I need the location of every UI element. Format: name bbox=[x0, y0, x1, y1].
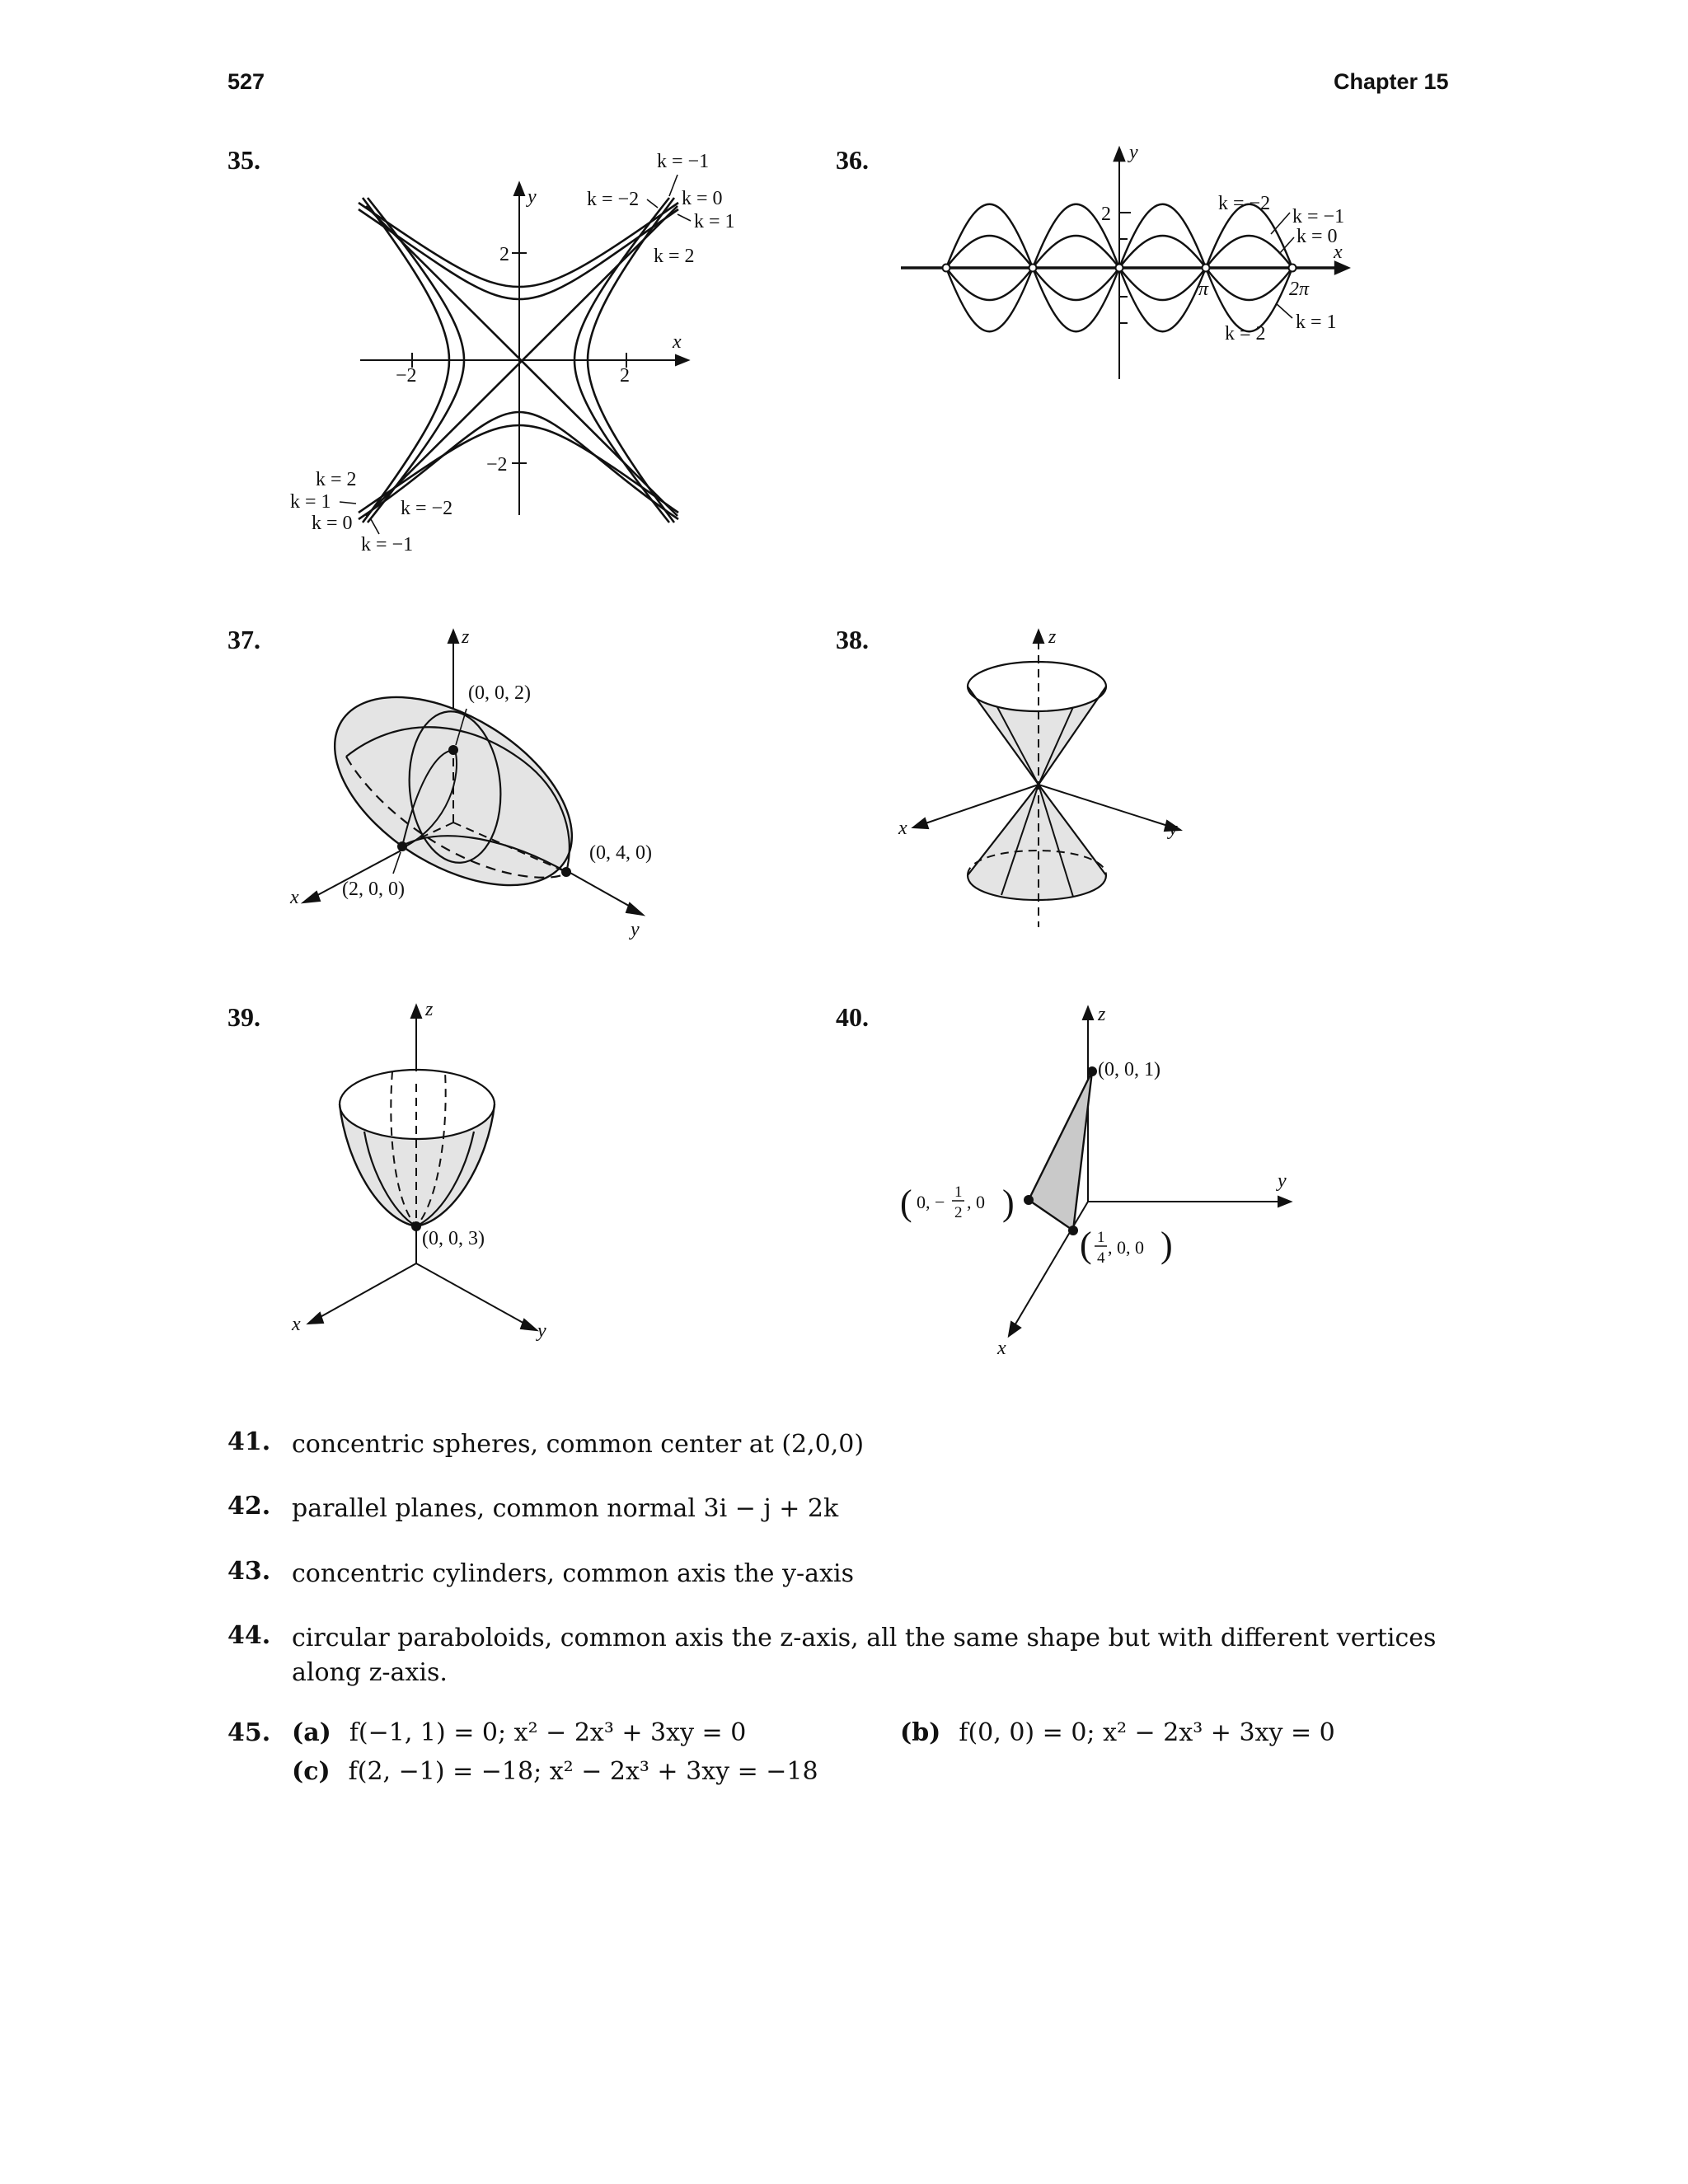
z-axis-label: z bbox=[1098, 1004, 1106, 1025]
part-text: f(2, −1) = −18; x² − 2x³ + 3xy = −18 bbox=[348, 1757, 818, 1786]
chapter-title: Chapter 15 bbox=[1334, 69, 1449, 94]
answer-number: 45. bbox=[227, 1718, 271, 1747]
problem-37-number: 37. bbox=[227, 625, 260, 654]
pointer-k-neg-1 bbox=[1271, 213, 1290, 234]
answer-text: circular paraboloids, common axis the z-axis, all the same shape but with different vertices along z-axis. bbox=[292, 1624, 1437, 1687]
label-k-neg-2: k = −2 bbox=[1218, 193, 1271, 214]
point-bottom-label bbox=[1080, 1225, 1173, 1267]
label-top-k-2: k = 2 bbox=[654, 246, 695, 267]
point-vertex-label: (0, 0, 3) bbox=[422, 1228, 485, 1249]
figure-36-sine-curves bbox=[898, 140, 1376, 387]
figure-37-ellipsoid bbox=[280, 626, 692, 940]
figure-35-hyperbolas bbox=[280, 140, 775, 569]
point-top bbox=[448, 745, 458, 755]
label-top-k-0: k = 0 bbox=[682, 188, 723, 209]
label-top-k-neg-1: k = −1 bbox=[657, 151, 710, 172]
svg-text:1: 1 bbox=[1097, 1229, 1105, 1246]
y-axis bbox=[569, 872, 635, 909]
x-axis-label: x bbox=[292, 1314, 301, 1335]
problem-39-number: 39. bbox=[227, 1002, 260, 1032]
tick-label-pi: π bbox=[1198, 279, 1209, 300]
x-axis bbox=[317, 1263, 416, 1319]
answer-44 bbox=[227, 1621, 1446, 1690]
label-bottom-k-neg-1: k = −1 bbox=[361, 534, 414, 555]
y-axis-arrow bbox=[521, 1319, 537, 1330]
tick-label-x-pos: 2 bbox=[620, 365, 630, 387]
problem-40-number: 40. bbox=[836, 1002, 869, 1032]
svg-text:, 0: , 0 bbox=[967, 1192, 985, 1212]
answer-number: 41. bbox=[227, 1427, 271, 1456]
answer-42 bbox=[227, 1492, 1446, 1526]
label-bottom-k-1: k = 1 bbox=[290, 491, 331, 513]
x-axis bbox=[1014, 1202, 1088, 1327]
y-axis-label: y bbox=[1278, 1170, 1287, 1192]
label-top-k-1: k = 1 bbox=[694, 211, 735, 232]
zero-point bbox=[1116, 265, 1123, 272]
tick-label-y-pos: 2 bbox=[499, 244, 509, 265]
pointer-top-k-neg-2 bbox=[647, 199, 658, 208]
label-bottom-k-neg-2: k = −2 bbox=[401, 498, 453, 519]
x-axis-arrow bbox=[913, 818, 928, 828]
point-right bbox=[561, 867, 571, 877]
y-axis-label: y bbox=[631, 919, 640, 940]
part-label: (c) bbox=[292, 1757, 331, 1786]
zero-point bbox=[1029, 265, 1037, 272]
x-axis-arrow bbox=[676, 355, 688, 365]
part-text: f(−1, 1) = 0; x² − 2x³ + 3xy = 0 bbox=[349, 1718, 747, 1747]
pointer-bottom-k-neg-1 bbox=[371, 519, 379, 534]
z-axis-arrow bbox=[1083, 1007, 1093, 1019]
label-k-0: k = 0 bbox=[1296, 226, 1338, 247]
svg-text:(: ( bbox=[900, 1183, 912, 1223]
answer-text: parallel planes, common normal 3i − j + 2k bbox=[292, 1494, 839, 1523]
svg-text:): ) bbox=[1002, 1183, 1015, 1223]
answer-43 bbox=[227, 1557, 1446, 1591]
x-axis-label: x bbox=[1334, 241, 1343, 263]
z-axis-label: z bbox=[462, 626, 470, 648]
zero-point bbox=[943, 265, 950, 272]
tick-label-x-neg: −2 bbox=[396, 365, 417, 387]
answer-number: 43. bbox=[227, 1557, 271, 1586]
figure-40-triangle bbox=[890, 1001, 1319, 1364]
part-label: (a) bbox=[292, 1718, 331, 1747]
x-axis-label: x bbox=[898, 818, 907, 839]
z-axis-arrow bbox=[448, 630, 458, 643]
y-axis-arrow bbox=[514, 183, 524, 195]
label-top-k-neg-2: k = −2 bbox=[587, 189, 640, 210]
svg-text:1: 1 bbox=[954, 1183, 963, 1201]
point-bottom bbox=[1068, 1226, 1078, 1235]
label-k-2: k = 2 bbox=[1225, 323, 1266, 344]
figure-38-double-cone bbox=[890, 626, 1220, 940]
y-axis-label: y bbox=[528, 186, 537, 208]
label-k-neg-1: k = −1 bbox=[1292, 206, 1345, 227]
tick-label-y-neg: −2 bbox=[486, 454, 508, 476]
label-k-1: k = 1 bbox=[1296, 312, 1337, 333]
answer-45 bbox=[227, 1718, 292, 1747]
problem-35-number: 35. bbox=[227, 145, 260, 175]
upper-cone bbox=[968, 662, 1106, 785]
point-left bbox=[1024, 1195, 1034, 1205]
zero-point bbox=[1289, 265, 1296, 272]
svg-text:, 0, 0: , 0, 0 bbox=[1108, 1237, 1144, 1258]
svg-text:0, −: 0, − bbox=[917, 1192, 945, 1212]
part-text: f(0, 0) = 0; x² − 2x³ + 3xy = 0 bbox=[959, 1718, 1335, 1747]
label-bottom-k-0: k = 0 bbox=[312, 513, 353, 534]
y-axis-label: y bbox=[1169, 818, 1178, 840]
figure-39-paraboloid bbox=[280, 1001, 593, 1356]
answer-text: concentric spheres, common center at (2,0,0) bbox=[292, 1430, 865, 1459]
pointer-bottom-k-1 bbox=[340, 502, 356, 504]
answer-text: concentric cylinders, common axis the y-axis bbox=[292, 1559, 854, 1588]
problem-38-number: 38. bbox=[836, 625, 869, 654]
answer-number: 42. bbox=[227, 1492, 271, 1521]
point-left-label: (2, 0, 0) bbox=[342, 879, 405, 900]
y-axis-label: y bbox=[537, 1320, 546, 1342]
pointer-left bbox=[393, 852, 401, 874]
point-top-label: (0, 0, 2) bbox=[468, 682, 531, 704]
answer-41 bbox=[227, 1427, 1446, 1462]
point-right-label: (0, 4, 0) bbox=[589, 842, 652, 864]
z-axis-arrow bbox=[1034, 630, 1043, 643]
z-axis-label: z bbox=[1048, 626, 1057, 648]
point-left bbox=[397, 841, 407, 851]
label-bottom-k-2: k = 2 bbox=[316, 469, 357, 490]
point-vertex bbox=[411, 1221, 421, 1231]
svg-text:2: 2 bbox=[954, 1204, 963, 1221]
problem-36-number: 36. bbox=[836, 145, 869, 175]
y-axis-label: y bbox=[1129, 142, 1138, 163]
point-top-label: (0, 0, 1) bbox=[1098, 1059, 1160, 1080]
pointer-top-k-neg-1 bbox=[669, 175, 678, 196]
zero-point bbox=[1203, 265, 1210, 272]
x-axis-arrow bbox=[1335, 262, 1348, 274]
point-left-label bbox=[900, 1183, 1015, 1223]
x-axis-label: x bbox=[997, 1338, 1006, 1359]
tick-label-two-pi: 2π bbox=[1289, 279, 1310, 300]
triangle-face bbox=[1029, 1071, 1092, 1230]
part-label: (b) bbox=[900, 1718, 941, 1747]
y-axis-arrow bbox=[1114, 148, 1124, 161]
answer-45b bbox=[900, 1718, 1335, 1747]
answer-45c bbox=[292, 1757, 818, 1786]
svg-text:(: ( bbox=[1080, 1225, 1092, 1265]
point-top bbox=[1087, 1066, 1097, 1076]
y-axis-arrow bbox=[626, 903, 643, 915]
svg-text:): ) bbox=[1160, 1225, 1173, 1265]
y-axis-arrow bbox=[1278, 1197, 1291, 1207]
answer-45a bbox=[292, 1718, 746, 1747]
answer-number: 44. bbox=[227, 1621, 271, 1650]
svg-text:4: 4 bbox=[1097, 1249, 1105, 1267]
x-axis-label: x bbox=[290, 887, 299, 908]
x-axis-arrow bbox=[303, 892, 320, 902]
tick-label-y-2: 2 bbox=[1101, 204, 1111, 225]
y-axis bbox=[416, 1263, 528, 1325]
page-number: 527 bbox=[227, 69, 265, 94]
z-axis-arrow bbox=[411, 1005, 421, 1018]
z-axis-label: z bbox=[425, 999, 434, 1020]
pointer-k-1 bbox=[1276, 303, 1292, 318]
x-axis-arrow bbox=[1009, 1322, 1020, 1336]
x-axis-label: x bbox=[673, 331, 682, 353]
x-axis-arrow bbox=[308, 1313, 323, 1324]
pointer-top-k-1 bbox=[678, 214, 691, 221]
